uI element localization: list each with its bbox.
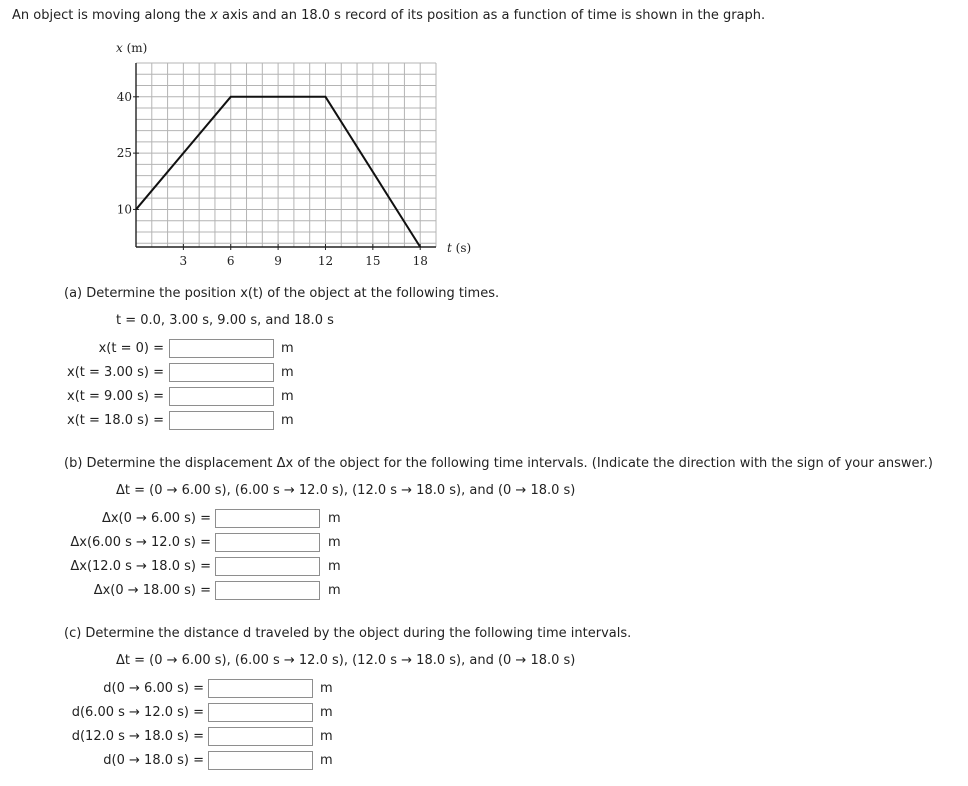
part-a-times: t = 0.0, 3.00 s, 9.00 s, and 18.0 s	[116, 313, 334, 328]
x-tick-label: 15	[365, 254, 381, 268]
displacement-0-18-input[interactable]	[215, 581, 320, 600]
displacement-12-18-input[interactable]	[215, 557, 320, 576]
part-c-intervals: Δt = (0 → 6.00 s), (6.00 s → 12.0 s), (12.0 s → 18.0 s), and (0 → 18.0 s)	[116, 653, 576, 668]
x-tick-label: 12	[317, 254, 334, 268]
answer-label: x(t = 9.00 s) =	[67, 389, 164, 404]
y-tick-label: 25	[116, 146, 132, 161]
x-tick-label: 3	[179, 254, 188, 268]
unit-label: m	[320, 705, 333, 720]
intro-text-pre: An object is moving along the	[12, 8, 211, 23]
distance-12-18-input[interactable]	[208, 727, 313, 746]
x-tick-label: 9	[274, 254, 282, 268]
part-b-intervals: Δt = (0 → 6.00 s), (6.00 s → 12.0 s), (12.0 s → 18.0 s), and (0 → 18.0 s)	[116, 483, 576, 498]
answer-label: d(0 → 18.0 s) =	[103, 753, 204, 768]
x-axis-label: t (s)	[447, 241, 472, 255]
answer-label: d(6.00 s → 12.0 s) =	[71, 705, 204, 720]
displacement-6-12-input[interactable]	[215, 533, 320, 552]
unit-label: m	[281, 389, 294, 404]
y-tick-label: 10	[116, 202, 132, 217]
unit-label: m	[281, 341, 294, 356]
unit-label: m	[320, 729, 333, 744]
y-tick-label: 40	[116, 89, 132, 104]
unit-label: m	[320, 753, 333, 768]
unit-label: m	[328, 583, 341, 598]
answer-label: x(t = 3.00 s) =	[67, 365, 164, 380]
position-t9-input[interactable]	[169, 387, 274, 406]
answer-label: d(0 → 6.00 s) =	[103, 681, 204, 696]
unit-label: m	[328, 535, 341, 550]
answer-label: Δx(6.00 s → 12.0 s) =	[70, 535, 211, 550]
distance-0-18-input[interactable]	[208, 751, 313, 770]
position-t0-input[interactable]	[169, 339, 274, 358]
part-a-prompt: (a) Determine the position x(t) of the object at the following times.	[64, 286, 500, 301]
y-axis-label: x (m)	[116, 41, 148, 55]
answer-label: x(t = 0) =	[98, 341, 164, 356]
position-t18-input[interactable]	[169, 411, 274, 430]
unit-label: m	[328, 559, 341, 574]
chart-tick-labels	[117, 90, 428, 268]
x-tick-label: 6	[226, 254, 235, 268]
answer-label: Δx(12.0 s → 18.0 s) =	[70, 559, 211, 574]
x-tick-label: 18	[412, 254, 428, 268]
part-b-prompt: (b) Determine the displacement Δx of the object for the following time intervals. (Indicate the direction with the sign of your answer.)	[64, 456, 933, 471]
distance-0-6-input[interactable]	[208, 679, 313, 698]
intro-text-post: axis and an 18.0 s record of its position as a function of time is shown in the graph.	[217, 8, 766, 23]
answer-label: d(12.0 s → 18.0 s) =	[71, 729, 204, 744]
answer-label: x(t = 18.0 s) =	[67, 413, 164, 428]
part-c-prompt: (c) Determine the distance d traveled by the object during the following time intervals.	[64, 626, 632, 641]
distance-6-12-input[interactable]	[208, 703, 313, 722]
problem-intro	[12, 8, 765, 23]
intro-variable: x	[210, 8, 218, 23]
unit-label: m	[281, 413, 294, 428]
displacement-0-6-input[interactable]	[215, 509, 320, 528]
unit-label: m	[281, 365, 294, 380]
unit-label: m	[320, 681, 333, 696]
position-time-graph	[0, 30, 500, 275]
position-t3-input[interactable]	[169, 363, 274, 382]
answer-label: Δx(0 → 18.00 s) =	[93, 583, 211, 598]
chart-axes	[133, 63, 436, 250]
unit-label: m	[328, 511, 341, 526]
answer-label: Δx(0 → 6.00 s) =	[101, 511, 211, 526]
